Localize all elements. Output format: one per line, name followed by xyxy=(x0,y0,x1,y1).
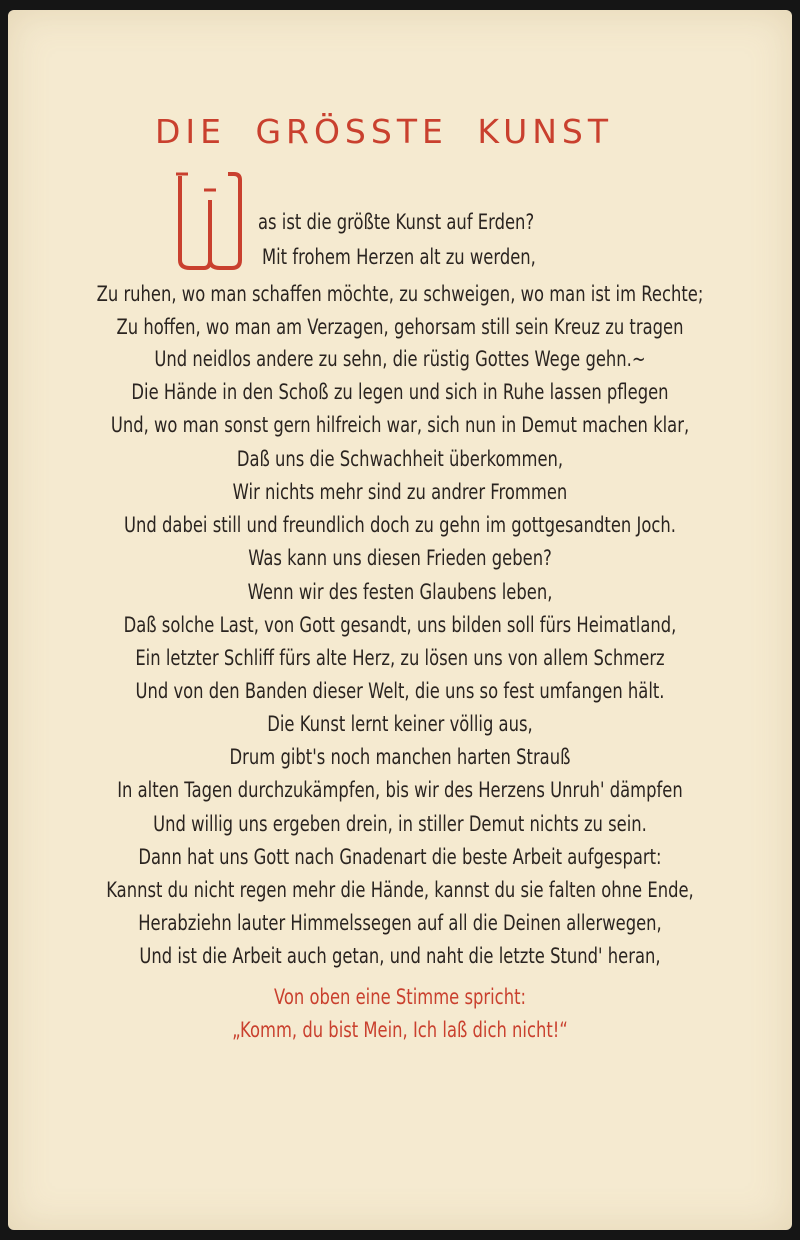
poem-line: Daß solche Last, von Gott gesandt, uns bilden soll fürs Heimatland, xyxy=(123,613,677,637)
poem-line: Und neidlos andere zu sehn, die rüstig Gottes Wege gehn.~ xyxy=(154,347,646,371)
poem-line: Was kann uns diesen Frieden geben? xyxy=(248,546,552,570)
poem-line-2: Mit frohem Herzen alt zu werden, xyxy=(262,245,536,269)
poem-title: DIE GRÖSSTE KUNST xyxy=(154,112,614,151)
decorative-initial-w xyxy=(174,170,244,270)
poem-line: Die Kunst lernt keiner völlig aus, xyxy=(267,712,533,736)
poem-line: Wenn wir des festen Glaubens leben, xyxy=(247,580,553,604)
poem-line: Daß uns die Schwachheit überkommen, xyxy=(236,447,564,471)
poem-line: Wir nichts mehr sind zu andrer Frommen xyxy=(232,480,568,504)
poem-line: Zu ruhen, wo man schaffen möchte, zu schweigen, wo man ist im Rechte; xyxy=(96,282,704,306)
poem-line: Und, wo man sonst gern hilfreich war, sich nun in Demut machen klar, xyxy=(110,413,690,437)
poem-line: Und ist die Arbeit auch getan, und naht die letzte Stund' heran, xyxy=(139,944,661,968)
poem-line-1: as ist die größte Kunst auf Erden? xyxy=(258,210,535,234)
poem-line: Kannst du nicht regen mehr die Hände, kannst du sie falten ohne Ende, xyxy=(106,878,694,902)
poem-line: Und dabei still und freundlich doch zu gehn im gottgesandten Joch. xyxy=(124,513,676,537)
poem-line: Und willig uns ergeben drein, in stiller Demut nichts zu sein. xyxy=(153,812,647,836)
poem-line: Und von den Banden dieser Welt, die uns so fest umfangen hält. xyxy=(135,679,665,703)
poem-line: Dann hat uns Gott nach Gnadenart die beste Arbeit aufgespart: xyxy=(138,845,662,869)
closing-line-2: „Komm, du bist Mein, Ich laß dich nicht!“ xyxy=(232,1018,568,1042)
poem-line: Zu hoffen, wo man am Verzagen, gehorsam still sein Kreuz zu tragen xyxy=(116,315,684,339)
poem-line: Herabziehn lauter Himmelssegen auf all die Deinen allerwegen, xyxy=(138,911,662,935)
poem-line: Die Hände in den Schoß zu legen und sich in Ruhe lassen pflegen xyxy=(131,380,669,404)
closing-line-1: Von oben eine Stimme spricht: xyxy=(273,985,527,1009)
poem-line: Ein letzter Schliff fürs alte Herz, zu lösen uns von allem Schmerz xyxy=(135,646,665,670)
poem-line: In alten Tagen durchzukämpfen, bis wir des Herzens Unruh' dämpfen xyxy=(117,778,683,802)
poem-line: Drum gibt's noch manchen harten Strauß xyxy=(229,745,571,769)
